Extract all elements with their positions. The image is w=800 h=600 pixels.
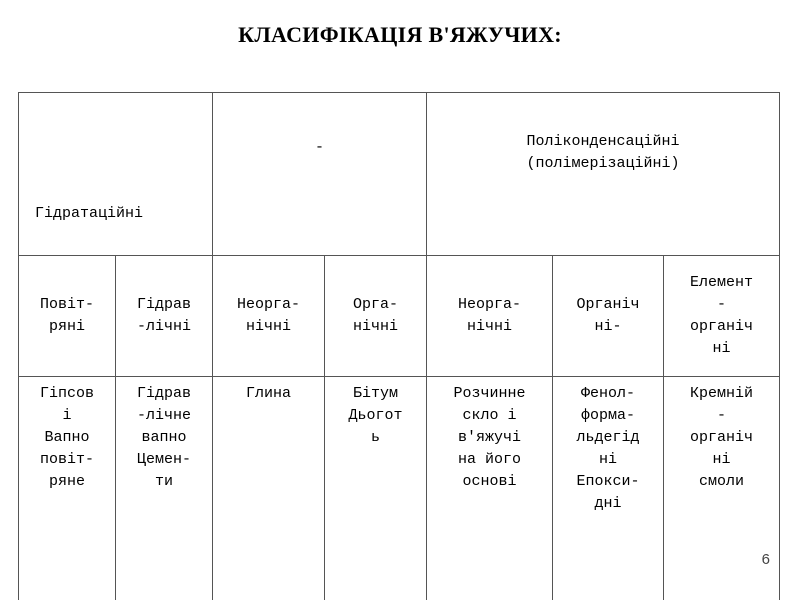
material-line: вапно [141, 429, 187, 446]
material-cell [553, 377, 664, 600]
group-unnamed-label: - [315, 139, 325, 156]
material-line: Розчинне [453, 385, 526, 402]
subgroup-line: нічні [467, 318, 513, 335]
page-number: 6 [761, 551, 770, 568]
group-hydration [19, 93, 213, 256]
material-line: основі [462, 473, 517, 490]
subgroup-row [19, 256, 780, 377]
material-line: ні [599, 451, 618, 468]
material-line: Фенол- [581, 385, 636, 402]
material-line: ти [154, 473, 173, 490]
material-line: дні [594, 495, 622, 512]
group-polycondensation-label-line: Поліконденсаційні [526, 133, 680, 150]
material-line: Кремній [690, 385, 754, 402]
subgroup-cell [116, 256, 213, 377]
material-line: на його [458, 451, 522, 468]
subgroup-line: - [717, 296, 727, 313]
material-cell [427, 377, 553, 600]
subgroup-line: нічні [245, 318, 291, 335]
material-cell [213, 377, 325, 600]
material-line: - [717, 407, 727, 424]
material-cell [116, 377, 213, 600]
subgroup-cell [427, 256, 553, 377]
subgroup-line: Гідрав [136, 296, 191, 313]
material-line: Дьогот [348, 407, 403, 424]
material-line: Епокси- [576, 473, 640, 490]
group-unnamed [213, 93, 427, 256]
subgroup-cell [213, 256, 325, 377]
group-polycondensation-label-line: (полімерізаційні) [526, 155, 680, 172]
subgroup-line: -лічні [136, 318, 191, 335]
subgroup-line: Органіч [576, 296, 640, 313]
material-line: органіч [690, 429, 754, 446]
subgroup-line: ні- [594, 318, 622, 335]
material-line: форма- [581, 407, 636, 424]
group-header-row [19, 93, 780, 256]
subgroup-cell [325, 256, 427, 377]
material-line: в'яжучі [458, 429, 522, 446]
materials-row [19, 377, 780, 600]
slide-title: КЛАСИФІКАЦІЯ В'ЯЖУЧИХ: [238, 22, 562, 47]
material-line: ні [712, 451, 731, 468]
material-line: Гіпсов [39, 385, 94, 402]
subgroup-line: Повіт- [39, 296, 94, 313]
group-hydration-label: Гідратаційні [35, 205, 144, 222]
subgroup-line: Неорга- [458, 296, 522, 313]
material-line: -лічне [136, 407, 191, 424]
material-line: льдегід [576, 429, 640, 446]
subgroup-line: ряні [48, 318, 85, 335]
material-line: смоли [699, 473, 745, 490]
material-line: ь [371, 429, 381, 446]
material-line: Цемен- [136, 451, 191, 468]
material-line: ряне [48, 473, 85, 490]
subgroup-cell [553, 256, 664, 377]
material-line: Бітум [353, 385, 399, 402]
material-line: скло і [462, 407, 517, 424]
subgroup-line: органіч [690, 318, 754, 335]
material-line: і [62, 407, 72, 424]
subgroup-line: ні [712, 340, 731, 357]
group-polycondensation [427, 93, 780, 256]
material-cell [325, 377, 427, 600]
material-line: Вапно [44, 429, 90, 446]
material-line: повіт- [39, 451, 94, 468]
classification-table [18, 92, 780, 600]
material-line: Гідрав [136, 385, 191, 402]
subgroup-line: Елемент [690, 274, 754, 291]
subgroup-cell [664, 256, 780, 377]
material-line: Глина [245, 385, 291, 402]
subgroup-cell [19, 256, 116, 377]
material-cell [19, 377, 116, 600]
subgroup-line: нічні [353, 318, 399, 335]
subgroup-line: Неорга- [236, 296, 300, 313]
subgroup-line: Орга- [353, 296, 399, 313]
